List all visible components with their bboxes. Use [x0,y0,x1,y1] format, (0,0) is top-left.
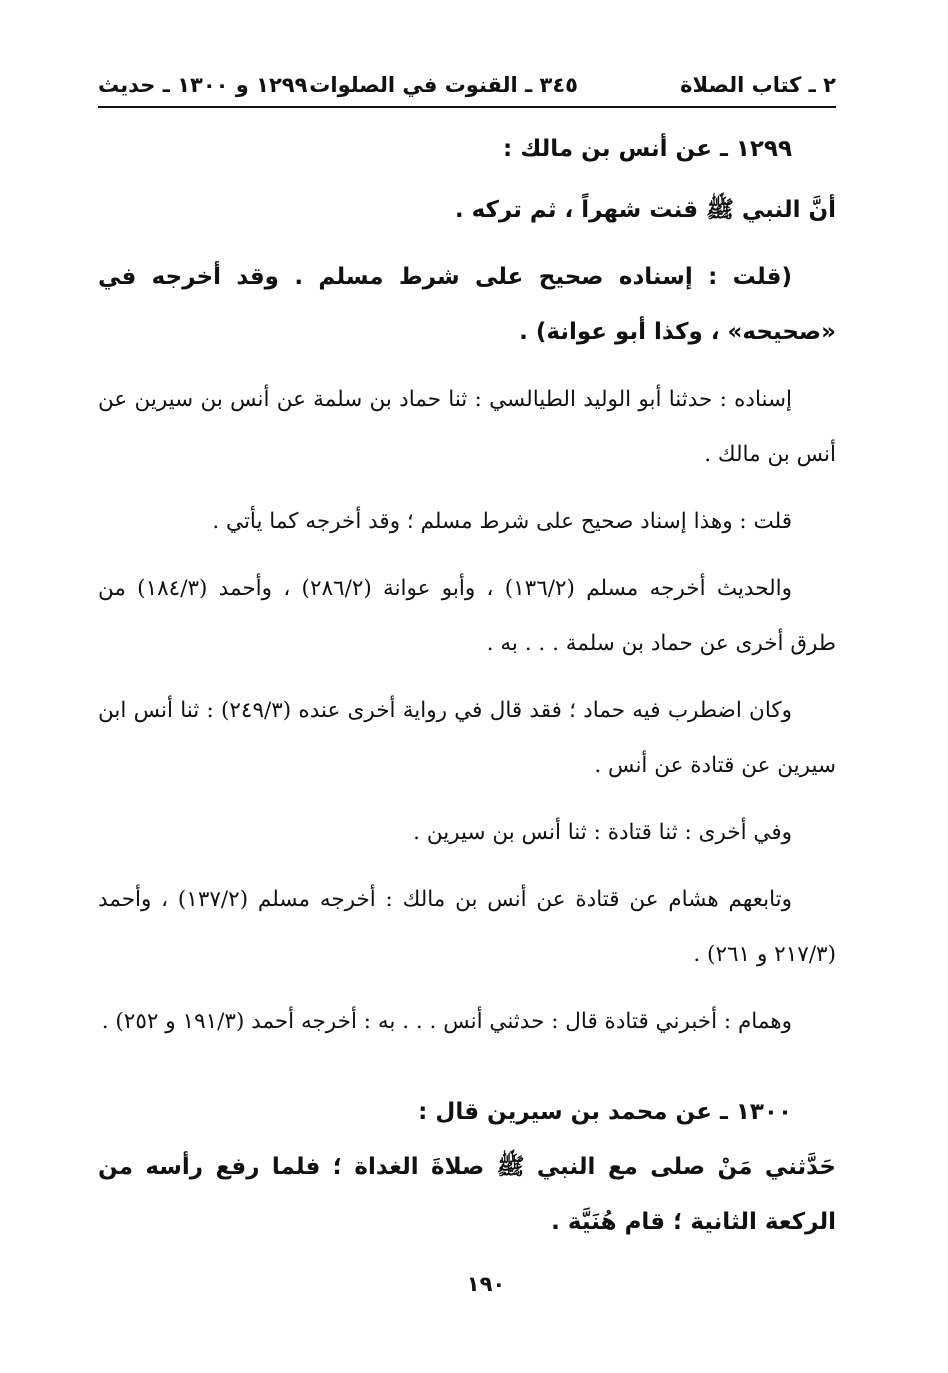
running-header [98,68,836,102]
comment-paragraph: قلت : وهذا إسناد صحيح على شرط مسلم ؛ وقد أخرجه كما يأتي . [212,509,792,534]
page-number-text: ١٩٠ [466,1272,506,1296]
idtirab-paragraph: وكان اضطرب فيه حماد ؛ فقد قال في رواية أخرى عنده (٢٤٩/٣) : ثنا أنس ابن سيرين عن قتادة عن أنس . [98,698,836,778]
page-number [0,1272,948,1296]
hadith-1299-ruling: (قلت : إسناده صحيح على شرط مسلم . وقد أخرجه في «صحيحه» ، وكذا أبو عوانة) . [98,264,836,345]
header-hadith-range: ١٢٩٩ و ١٣٠٠ ـ حديث [98,73,308,97]
hadith-1300-heading: ١٣٠٠ ـ عن محمد بن سيرين قال : [418,1099,792,1125]
hadith-1299-heading: ١٢٩٩ ـ عن أنس بن مالك : [503,136,792,162]
hadith-1300-text: حَدَّثني مَنْ صلى مع النبي ﷺ صلاةَ الغداة ؛ فلما رفع رأسه من الركعة الثانية ؛ قام هُنَيَّة . [98,1154,836,1235]
isnad-paragraph: إسناده : حدثنا أبو الوليد الطيالسي : ثنا حماد بن سلمة عن أنس بن سيرين عن أنس بن مالك . [98,387,836,467]
hadith-1299-text: أنَّ النبي ﷺ قنت شهراً ، ثم تركه . [454,197,836,223]
header-rule [98,106,836,108]
takhrij-paragraph: والحديث أخرجه مسلم (١٣٦/٢) ، وأبو عوانة (٢٨٦/٢) ، وأحمد (١٨٤/٣) من طرق أخرى عن حماد بن سلمة . . . به . [98,576,836,656]
header-chapter: ٢ ـ كتاب الصلاة [680,73,836,97]
hammam-paragraph: وهمام : أخبرني قتادة قال : حدثني أنس . . . به : أخرجه أحمد (١٩١/٣ و ٢٥٢) . [101,1009,792,1034]
hisham-paragraph: وتابعهم هشام عن قتادة عن أنس بن مالك : أخرجه مسلم (١٣٧/٢) ، وأحمد (٢١٧/٣ و ٢٦١) . [98,887,836,967]
header-section: ٣٤٥ ـ القنوت في الصلوات [309,73,578,97]
other-narration-paragraph: وفي أخرى : ثنا قتادة : ثنا أنس بن سيرين . [413,820,792,845]
page-body [98,122,836,1250]
